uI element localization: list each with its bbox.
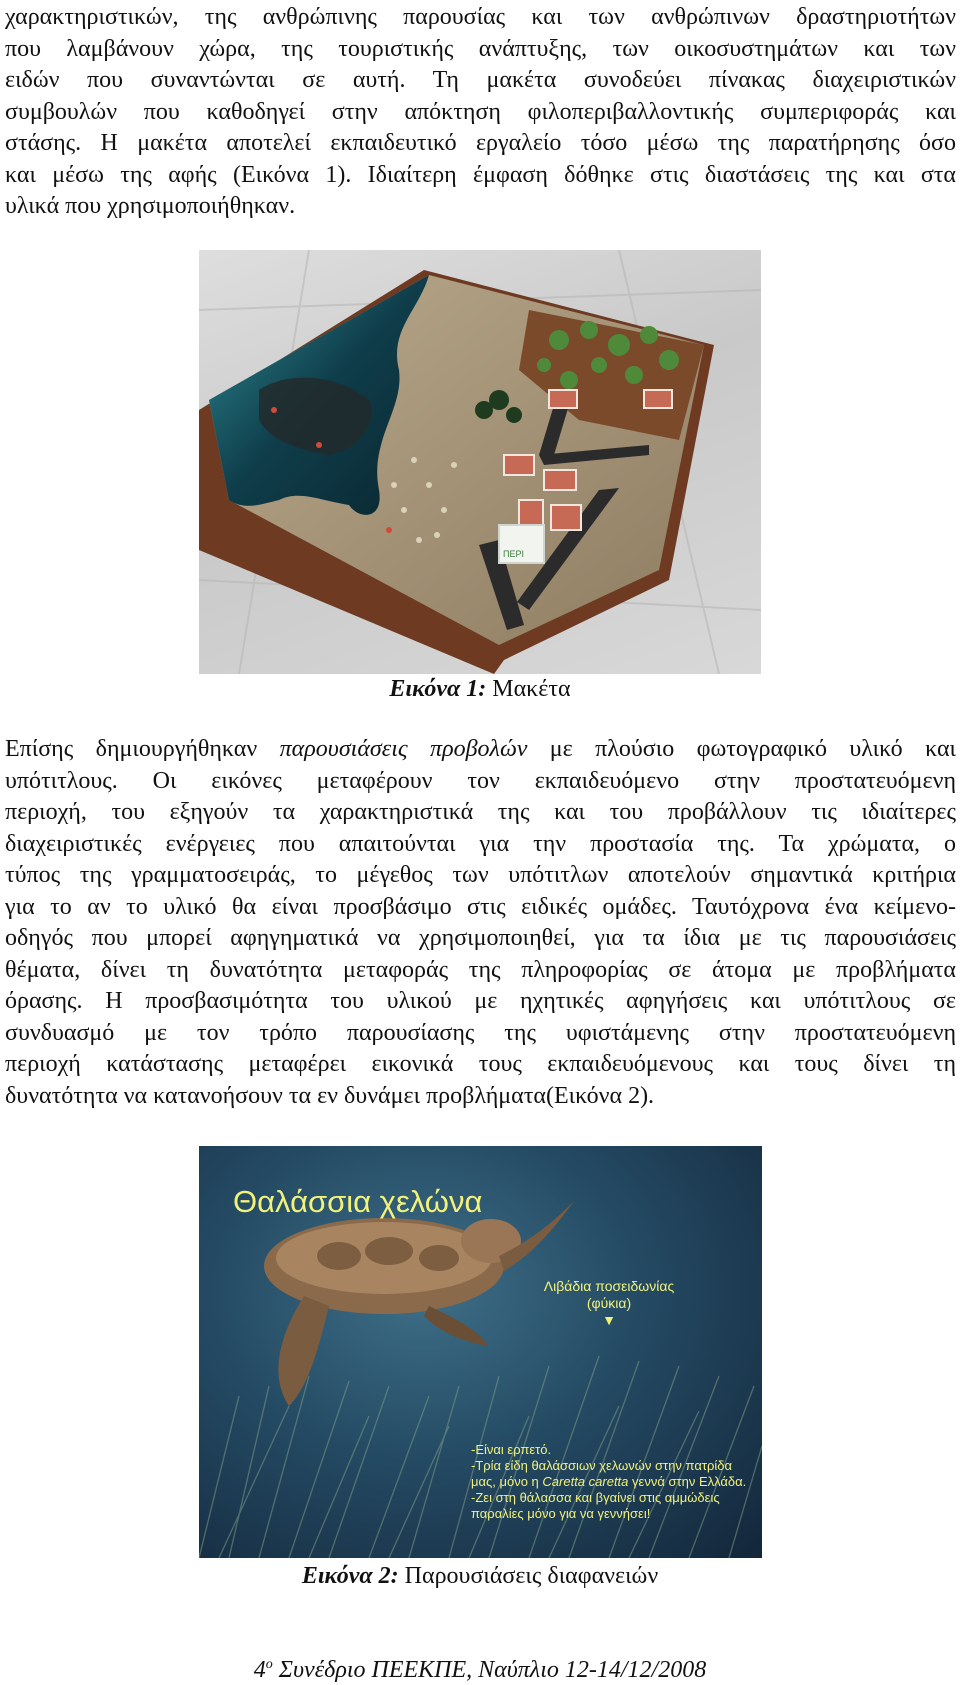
paragraph-1	[5, 2, 956, 223]
maquette-illustration	[199, 250, 761, 674]
figure-1-caption	[0, 674, 960, 704]
text-line: θέματα, δίνει τη δυνατότητα μεταφοράς της πληροφορίας σε άτομα με προβλήματα	[5, 956, 956, 983]
slide-title: Θαλάσσια χελώνα	[233, 1184, 483, 1219]
slide-note: -Ζει στη θάλασσα και βγαίνει στις αμμώδεις παραλίες μόνο για να γεννήσει!	[471, 1490, 720, 1521]
figure-1-caption-label: Εικόνα 1:	[389, 676, 487, 702]
text-run: Επίσης δημιουργήθηκαν	[5, 736, 280, 762]
text-line: χαρακτηριστικών, της ανθρώπινης παρουσίας και των ανθρώπινων δραστηριοτήτων	[5, 4, 956, 30]
figure-2-caption	[0, 1561, 960, 1591]
italic-term: παρουσιάσεις προβολών	[279, 736, 528, 762]
footer-superscript: ο	[265, 1657, 273, 1672]
text-line: υλικά που χρησιμοποιήθηκαν.	[5, 193, 296, 219]
footer-number: 4	[253, 1657, 266, 1683]
text-line: για το αν το υλικό θα είναι προσβάσιμο στις ειδικές ομάδες. Ταυτόχρονα ένα κείμενο-	[5, 893, 956, 920]
text-line: περιοχή, του εξηγούν τα χαρακτηριστικά της και του προβάλλουν τις ιδιαίτερες	[5, 799, 956, 825]
text-run: γεννά στην Ελλάδα.	[628, 1474, 747, 1489]
figure-2-slide	[199, 1146, 762, 1558]
text-run: -Τρία είδη θαλάσσιων χελωνών στην πατρίδα μας, μόνο η	[471, 1458, 733, 1489]
slide-notes	[471, 1442, 751, 1522]
text-line: ειδών που συναντώνται σε αυτή. Τη μακέτα συνοδεύει πίνακας διαχειριστικών	[5, 67, 956, 93]
figure-2-caption-label: Εικόνα 2:	[301, 1563, 399, 1589]
page-footer	[0, 1650, 960, 1685]
slide-note: -Είναι ερπετό.	[471, 1442, 552, 1457]
text-line: δυνατότητα να κατανοήσουν τα εν δυνάμει προβλήματα(Εικόνα 2).	[5, 1082, 655, 1109]
text-line: στάσης. Η μακέτα αποτελεί εκπαιδευτικό εργαλείο τόσο μέσω της παρατήρησης όσο	[5, 130, 956, 156]
seagrass-label-line: Λιβάδια ποσειδωνίας	[543, 1278, 675, 1294]
text-line: υπότιτλους. Οι εικόνες μεταφέρουν τον εκπαιδευόμενο στην προστατευόμενη	[5, 767, 956, 794]
text-line: περιοχή κατάστασης μεταφέρει εικονικά τους εκπαιδευόμενους και τους δίνει τη	[5, 1051, 956, 1077]
figure-2-caption-text: Παρουσιάσεις διαφανειών	[398, 1563, 659, 1589]
figure-1-maquette-photo	[199, 250, 761, 674]
text-line: συνδυασμό με τον τρόπο παρουσίασης της υφιστάμενης στην προστατευόμενη	[5, 1019, 956, 1046]
text-run: με πλούσιο φωτογραφικό υλικό και	[527, 736, 956, 762]
arrow-down-icon: ▼	[602, 1312, 616, 1328]
seagrass-label	[534, 1278, 684, 1329]
text-line: διαχειριστικές ενέργειες που απαιτούνται για την προστασία της. Τα χρώματα, ο	[5, 830, 956, 857]
text-line: και μέσω της αφής (Εικόνα 1). Ιδιαίτερη έμφαση δόθηκε στις διαστάσεις της και στα	[5, 161, 956, 188]
text-line: συμβουλών που καθοδηγεί στην απόκτηση φιλοπεριβαλλοντικής συμπεριφοράς και	[5, 98, 956, 125]
text-line: που λαμβάνουν χώρα, της τουριστικής ανάπτυξης, των οικοσυστημάτων και των	[5, 35, 956, 62]
paragraph-2	[5, 734, 956, 1112]
text-line: οδηγός που μπορεί αφηγηματικά να χρησιμοποιηθεί, για τα ίδια με τις παρουσιάσεις	[5, 925, 956, 951]
figure-1-caption-text: Μακέτα	[486, 676, 571, 702]
maquette-sign: ΠΕΡΙ	[503, 549, 525, 559]
species-name: Caretta caretta	[542, 1474, 629, 1489]
text-line: όρασης. Η προσβασιμότητα του υλικού με ηχητικές αφηγήσεις και υπότιτλους σε	[5, 988, 956, 1014]
slide-note	[471, 1458, 751, 1490]
text-line	[5, 734, 956, 766]
text-line: τύπος της γραμματοσειράς, το μέγεθος των υπότιτλων αποτελούν σημαντικά κριτήρια	[5, 862, 956, 888]
seagrass-label-line: (φύκια)	[586, 1295, 632, 1311]
footer-text: Συνέδριο ΠΕΕΚΠΕ, Ναύπλιο 12-14/12/2008	[272, 1657, 707, 1683]
